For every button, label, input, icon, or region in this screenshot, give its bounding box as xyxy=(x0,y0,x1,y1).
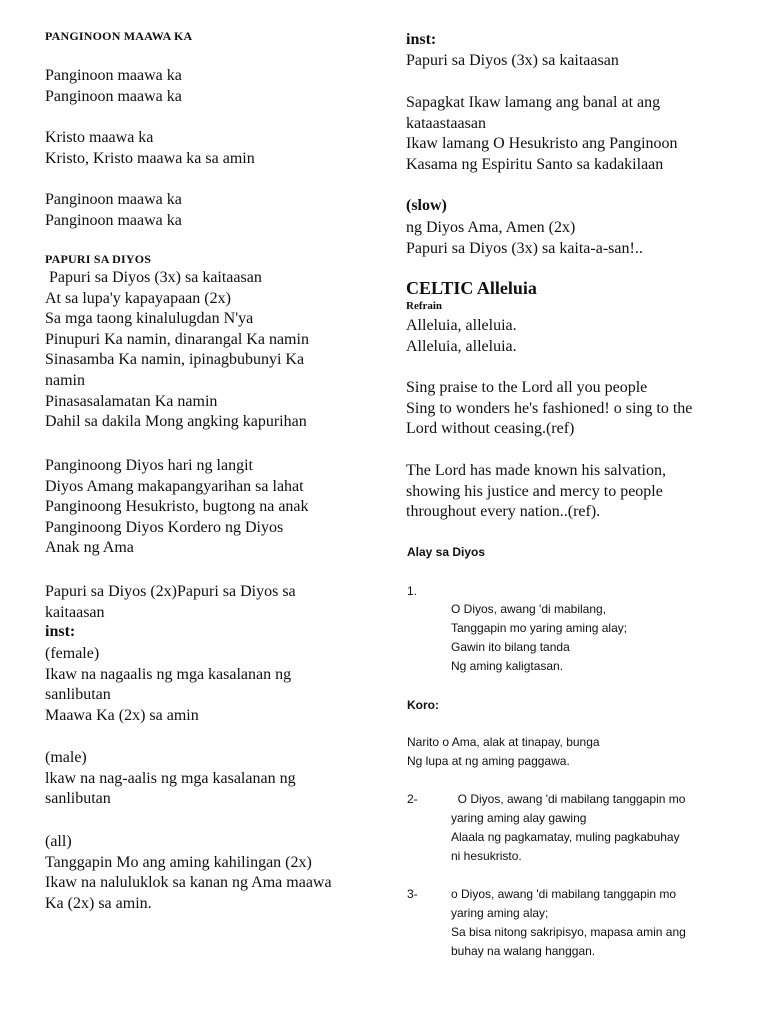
kyrie-stanza-2 xyxy=(45,128,255,169)
text-line: kaitaasan xyxy=(45,603,105,621)
text-line: Papuri sa Diyos (3x) sa kaitaasan xyxy=(45,269,262,286)
text-line: Dahil sa dakila Mong angking kapurihan xyxy=(45,413,307,431)
text-line: Ikaw na naluluklok sa kanan ng Ama maawa xyxy=(45,874,332,892)
refrain-label: Refrain xyxy=(406,300,443,312)
text-line: Kristo, Kristo maawa ka sa amin xyxy=(45,149,255,167)
verse-3 xyxy=(451,885,686,961)
text-line: yaring aming alay gawing xyxy=(451,811,587,825)
text-line: namin xyxy=(45,371,85,389)
text-line: Diyos Amang makapangyarihan sa lahat xyxy=(45,477,304,495)
text-line: (male) xyxy=(45,749,87,766)
slow-label: (slow) xyxy=(406,197,447,214)
text-line: Papuri sa Diyos (3x) sa kaita-a-san!.. xyxy=(406,239,643,257)
text-line: Ng lupa at ng aming paggawa. xyxy=(407,754,570,768)
text-line: Sinasamba Ka namin, ipinagbubunyi Ka xyxy=(45,351,305,369)
verse-1 xyxy=(451,600,627,676)
text-line: (all) xyxy=(45,833,72,850)
text-line: Gawin ito bilang tanda xyxy=(451,640,570,654)
verse-3-number: 3- xyxy=(407,887,418,901)
text-line: At sa lupa'y kapayapaan (2x) xyxy=(45,289,231,307)
text-line: throughout every nation..(ref). xyxy=(406,503,601,521)
gloria-title: PAPURI SA DIYOS xyxy=(45,252,152,266)
text-line: yaring aming alay; xyxy=(451,906,549,920)
text-line: Panginoong Hesukristo, bugtong na anak xyxy=(45,498,309,516)
text-line: buhay na walang hanggan. xyxy=(451,944,596,958)
text-line: ng Diyos Ama, Amen (2x) xyxy=(406,219,576,236)
kyrie-stanza-3 xyxy=(45,190,182,231)
text-line: Panginoong Diyos Kordero ng Diyos xyxy=(45,518,284,536)
lord-salvation-stanza xyxy=(406,461,666,523)
sapagkat-stanza xyxy=(406,93,678,175)
text-line: The Lord has made known his salvation, xyxy=(406,462,666,479)
celtic-alleluia-title: CELTIC Alleluia xyxy=(406,278,537,298)
text-line: Kasama ng Espiritu Santo sa kadakilaan xyxy=(406,155,664,173)
text-line: lkaw na nag-aalis ng mga kasalanan ng xyxy=(45,769,296,787)
text-line: sanlibutan xyxy=(45,686,111,704)
text-line: Ka (2x) sa amin. xyxy=(45,894,152,912)
text-line: O Diyos, awang 'di mabilang tanggapin mo xyxy=(451,792,686,806)
male-part xyxy=(45,748,296,810)
text-line: sanlibutan xyxy=(45,790,111,808)
text-line: Sing to wonders he's fashioned! o sing to the xyxy=(406,399,693,417)
verse-1-number: 1. xyxy=(407,584,418,598)
text-line: Anak ng Ama xyxy=(45,539,134,557)
refrain-stanza xyxy=(406,316,517,357)
text-line: Alleluia, alleluia. xyxy=(406,337,517,355)
text-line: Tanggapin mo yaring aming alay; xyxy=(451,621,628,635)
text-line: o Diyos, awang 'di mabilang tanggapin mo xyxy=(451,887,677,901)
text-line: Panginoon maawa ka xyxy=(45,211,182,229)
text-line: Ikaw na nagaalis ng mga kasalanan ng xyxy=(45,665,292,683)
text-line: Lord without ceasing.(ref) xyxy=(406,420,575,438)
text-line: Kristo maawa ka xyxy=(45,129,154,146)
gloria-stanza-3 xyxy=(45,582,296,623)
text-line: Narito o Ama, alak at tinapay, bunga xyxy=(407,735,600,749)
text-line: Ng aming kaligtasan. xyxy=(451,659,564,673)
text-line: Pinupuri Ka namin, dinarangal Ka namin xyxy=(45,330,309,348)
all-part xyxy=(45,832,332,914)
text-line: Sapagkat Ikaw lamang ang banal at ang xyxy=(406,94,661,111)
gloria-stanza-2 xyxy=(45,456,309,559)
text-line: Panginoon maawa ka xyxy=(45,191,182,208)
kyrie-title: PANGINOON MAAWA KA xyxy=(45,29,193,43)
text-line: Pinasasalamatan Ka namin xyxy=(45,392,218,410)
text-line: ni hesukristo. xyxy=(451,849,522,863)
inst-label-left: inst: xyxy=(45,623,76,640)
inst-label-right: inst: xyxy=(406,31,437,48)
koro-label: Koro: xyxy=(407,698,439,712)
text-line: Sa mga taong kinalulugdan N'ya xyxy=(45,310,254,328)
text-line: Ikaw lamang O Hesukristo ang Panginoon xyxy=(406,135,678,153)
female-part xyxy=(45,644,291,726)
text-line: kataastaasan xyxy=(406,114,486,132)
text-line: Alaala ng pagkamatay, muling pagkabuhay xyxy=(451,830,680,844)
slow-stanza xyxy=(406,218,643,259)
text-line: Papuri sa Diyos (2x)Papuri sa Diyos sa xyxy=(45,583,296,600)
text-line: Maawa Ka (2x) sa amin xyxy=(45,706,199,724)
verse-2 xyxy=(451,790,685,866)
text-line: Panginoon maawa ka xyxy=(45,87,182,105)
text-line: Sing praise to the Lord all you people xyxy=(406,379,648,396)
text-line: Alleluia, alleluia. xyxy=(406,317,517,334)
gloria-stanza-1 xyxy=(45,268,309,433)
text-line: Tanggapin Mo ang aming kahilingan (2x) xyxy=(45,853,312,871)
inst-line: Papuri sa Diyos (3x) sa kaitaasan xyxy=(406,52,619,69)
text-line: (female) xyxy=(45,645,100,662)
text-line: Panginoon maawa ka xyxy=(45,67,182,84)
verse-2-number: 2- xyxy=(407,792,418,806)
sing-praise-stanza xyxy=(406,378,692,440)
kyrie-stanza-1 xyxy=(45,66,182,107)
text-line: Panginoong Diyos hari ng langit xyxy=(45,457,253,474)
koro-stanza xyxy=(407,733,600,771)
alay-title: Alay sa Diyos xyxy=(407,545,486,559)
text-line: showing his justice and mercy to people xyxy=(406,482,663,500)
text-line: O Diyos, awang 'di mabilang, xyxy=(451,602,607,616)
text-line: Sa bisa nitong sakripisyo, mapasa amin ang xyxy=(451,925,686,939)
